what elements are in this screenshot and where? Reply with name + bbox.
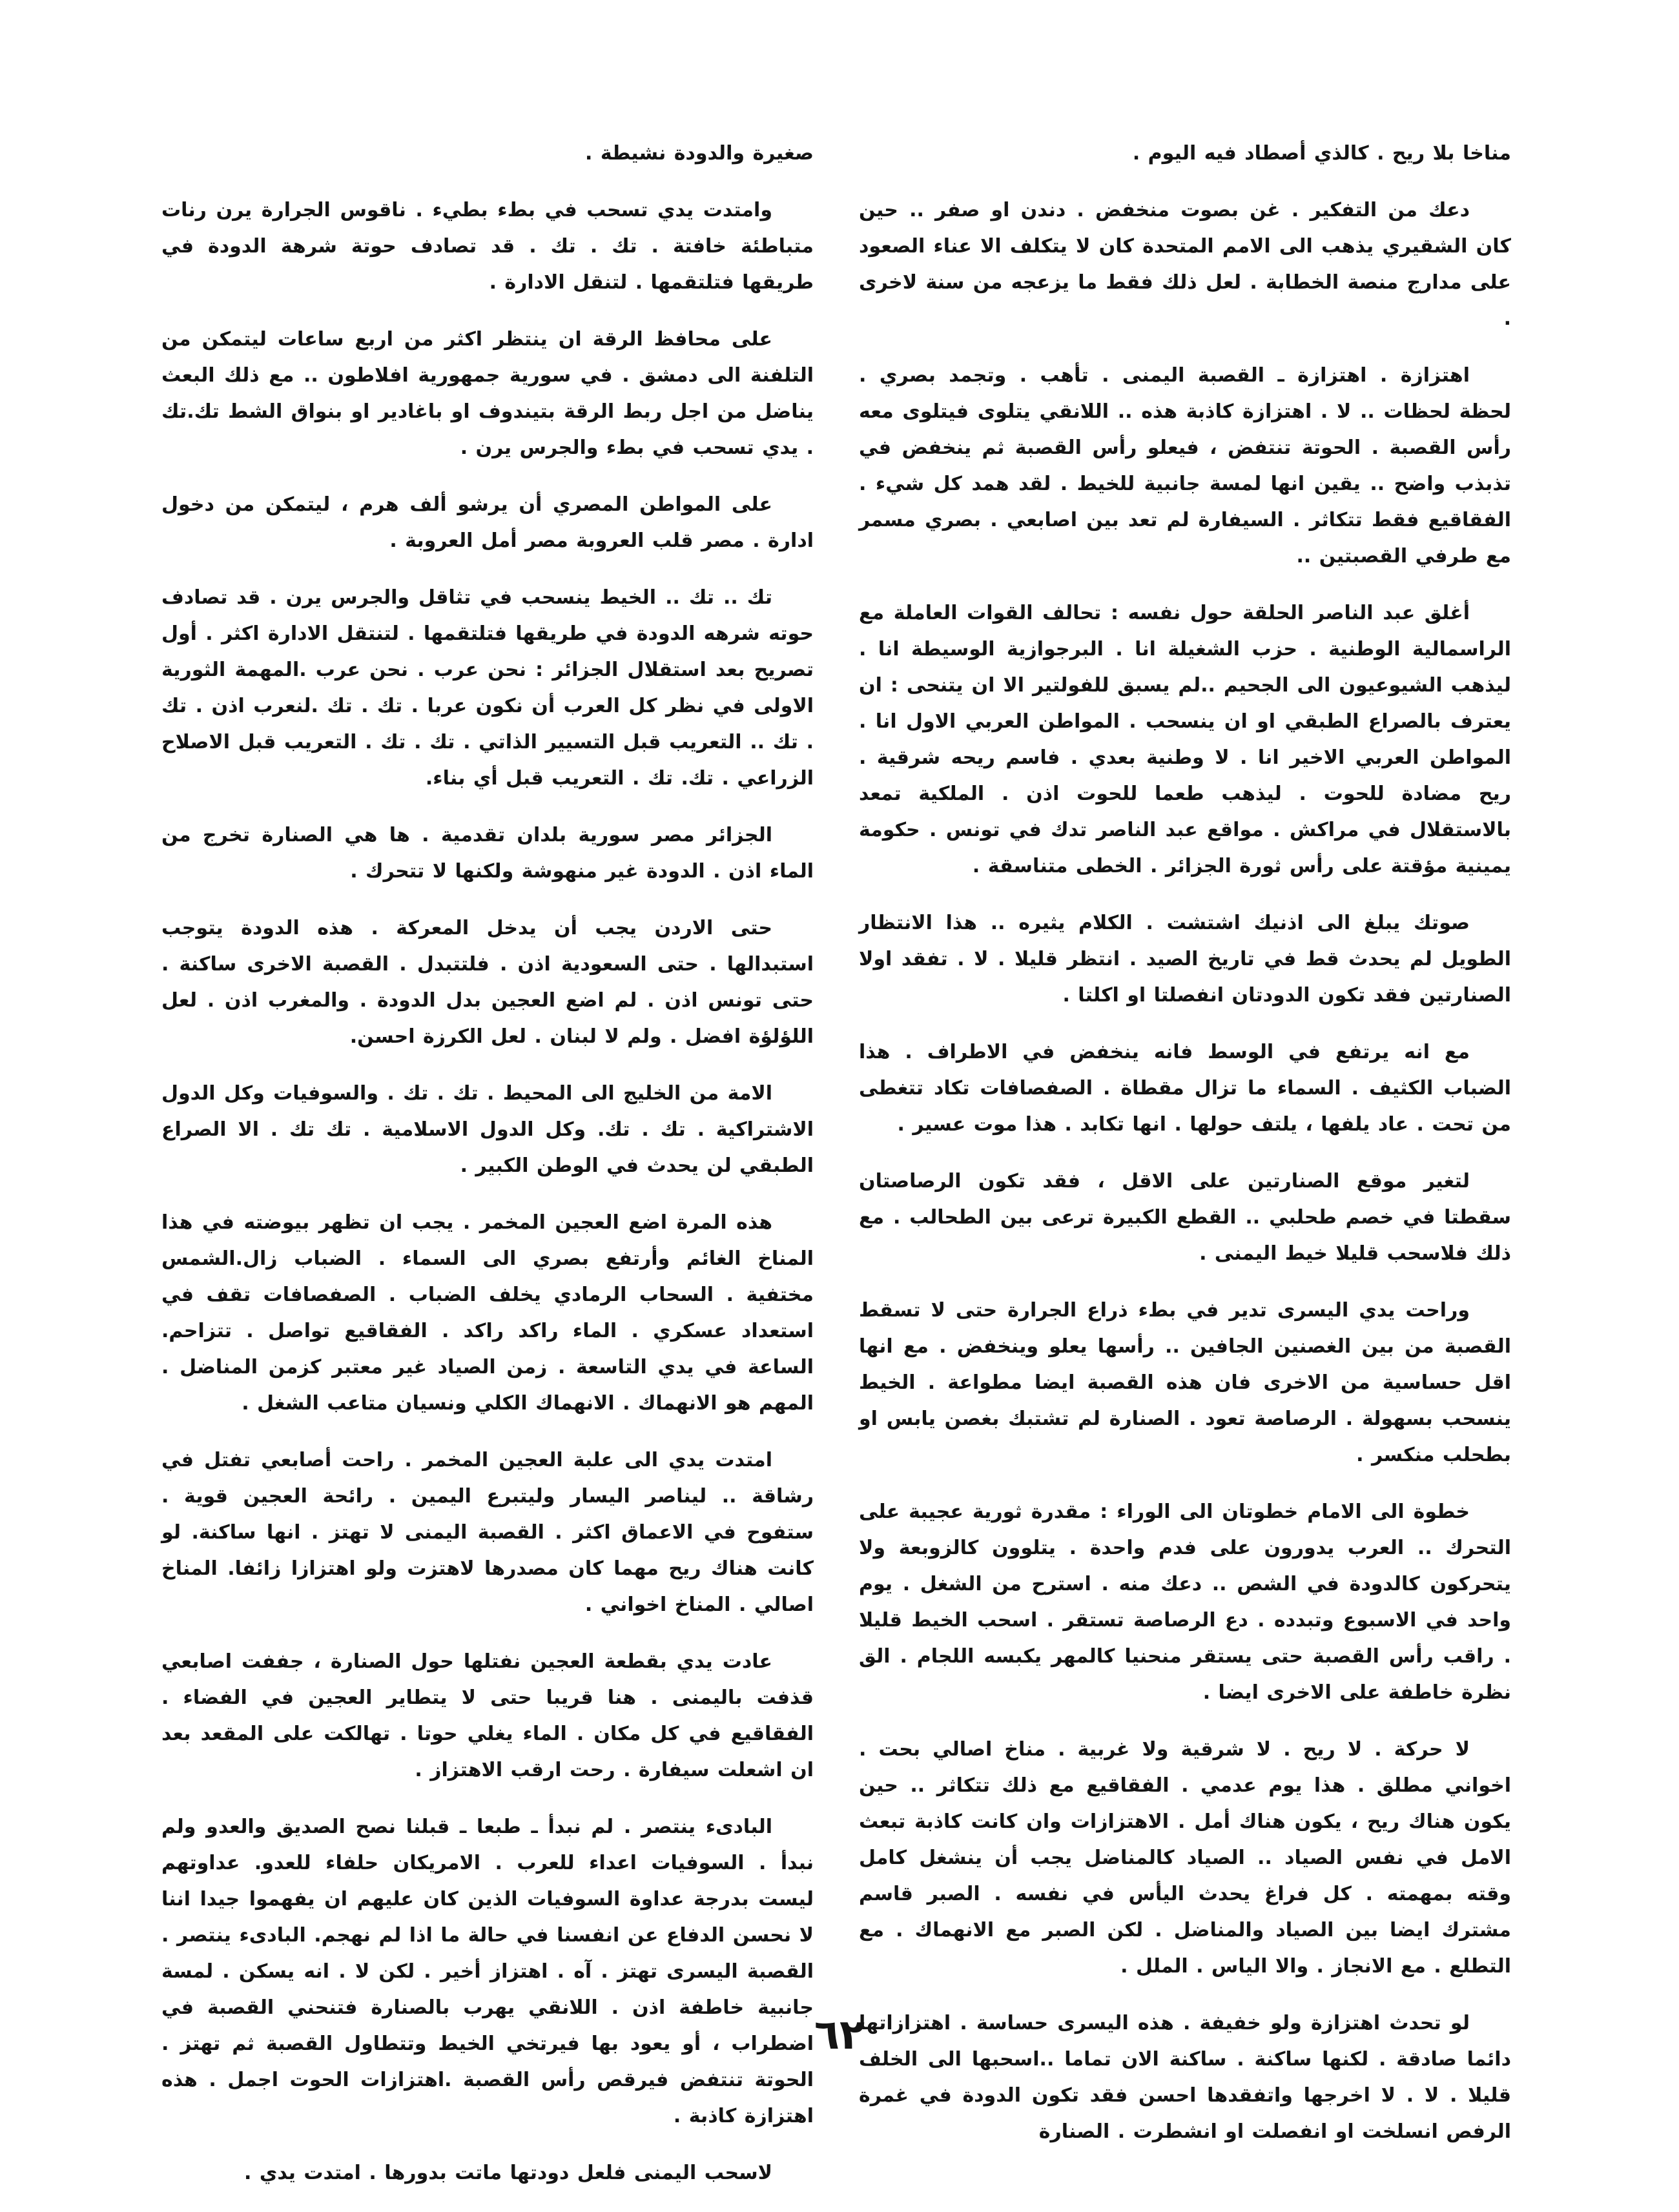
paragraph: تك .. تك .. الخيط ينسحب في تثاقل والجرس يرن . قد تصادف حوته شرهه الدودة في طريقها فتلتقمها . لتنتقل الادارة اكثر . أول تصريح بعد استقلال الجزائر : نحن عرب . نحن عرب .المهمة الثورية الاولى في نظر كل العرب أن نكون عربا . تك . تك .لنعرب اذن . تك . تك .. التعريب قبل التسيير الذاتي . تك . تك . التعريب قبل الاصلاح الزراعي . تك. تك . التعريب قبل أي بناء. (161, 586, 814, 790)
paragraph: البادىء ينتصر . لم نبدأ ـ طبعا ـ قبلنا نصح الصديق والعدو ولم نبدأ . السوفيات اعداء للعرب . الامريكان حلفاء للعدو. عداوتهم ليست بدرجة عداوة السوفيات الذين كان عليهم ان يفهموا جيدا اننا لا نحسن الدفاع عن انفسنا في حالة ما اذا لم نهجم. البادىء ينتصر . القصبة اليسرى تهتز . آه . اهتزاز أخير . لكن لا . انه يسكن . لمسة جانبية خاطفة اذن . اللانقي يهرب بالصنارة فتنحني القصبة في اضطراب ، أو يعود بها فيرتخي الخيط وتتطاول القصبة ثم تهتز . الحوتة تنتفض فيرقص رأس القصبة .اهتزازات الحوت اجمل . هذه اهتزازة كاذبة . (161, 1816, 814, 2127)
paragraph: أغلق عبد الناصر الحلقة حول نفسه : تحالف القوات العاملة مع الراسمالية الوطنية . حزب الشغيلة انا . البرجوازية الوسيطة انا . ليذهب الشيوعيون الى الجحيم ..لم يسبق للفولتير الا ان يتنحى : ان يعترف بالصراع الطبقي او ان ينسحب . المواطن العربي الاول انا . المواطن العربي الاخير انا . لا وطنية بعدي . فاسم ريحه شرقية . ريح مضادة للحوت . ليذهب طعما للحوت اذن . الملكية تمعد بالاستقلال في مراكش . مواقع عبد الناصر تدك في تونس . حكومة يمينية مؤقتة على رأس ثورة الجزائر . الخطى متناسقة . (859, 602, 1511, 877)
paragraph: هذه المرة اضع العجين المخمر . يجب ان تظهر بيوضته في هذا المناخ الغائم وأرتفع بصري الى السماء . الضباب زال.الشمس مختفية . السحاب الرمادي يخلف الضباب . الصفصافات تقف في استعداد عسكري . الماء راكد راكد . الفقاقيع تواصل . تتزاحم. الساعة في يدي التاسعة . زمن الصياد غير معتبر كزمن المناضل . المهم هو الانهماك . الانهماك الكلي ونسيان متاعب الشغل . (161, 1211, 814, 1415)
paragraph: مع انه يرتفع في الوسط فانه ينخفض في الاطراف . هذا الضباب الكثيف . السماء ما تزال مقطاة . الصفصافات تكاد تتغطى من تحت . عاد يلفها ، يلتف حولها . انها تكابد . هذا موت عسير . (859, 1041, 1511, 1136)
paragraph: صوتك يبلغ الى اذنيك اشتشت . الكلام يثيره .. هذا الانتظار الطويل لم يحدث قط في تاريخ الصيد . انتظر قليلا . لا . تفقد اولا الصنارتين فقد تكون الدودتان انفصلتا او اكلتا . (859, 912, 1511, 1007)
paragraph: لا حركة . لا ريح . لا شرقية ولا غربية . مناخ اصالي بحت . اخواني مطلق . هذا يوم عدمي . الفقاقيع مع ذلك تتكاثر .. حين يكون هناك ريح ، يكون هناك أمل . الاهتزازات وان كانت كاذبة تبعث الامل في نفس الصياد .. الصياد كالمناضل يجب أن ينشغل كامل وقته بمهمته . كل فراغ يحدث اليأس في نفسه . الصبر قاسم مشترك ايضا بين الصياد والمناضل . لكن الصبر مع الانهماك . مع التطلع . مع الانجاز . والا الياس . الملل . (859, 1738, 1511, 1978)
paragraph: لتغير موقع الصنارتين على الاقل ، فقد تكون الرصاصتان سقطتا في خصم طحلبي .. القطع الكبيرة ترعى بين الطحالب . مع ذلك فلاسحب قليلا خيط اليمنى . (859, 1170, 1511, 1265)
paragraph: امتدت يدي الى علبة العجين المخمر . راحت أصابعي تفتل في رشاقة .. ليناصر اليسار وليتبرع اليمين . رائحة العجين قوية . ستفوح في الاعماق اكثر . القصبة اليمنى لا تهتز . انها ساكنة. لو كانت هناك ريح مهما كان مصدرها لاهتزت ولو اهتزازا زائفا. المناخ اصالي . المناخ اخواني . (161, 1449, 814, 1616)
paragraph: الجزائر مصر سورية بلدان تقدمية . ها هي الصنارة تخرج من الماء اذن . الدودة غير منهوشة ولكنها لا تتحرك . (161, 824, 814, 883)
paragraph: خطوة الى الامام خطوتان الى الوراء : مقدرة ثورية عجيبة على التحرك .. العرب يدورون على فدم واحدة . يتلوون كالزوبعة ولا يتحركون كالدودة في الشص .. دعك منه . استرح من الشغل . يوم واحد في الاسبوع وتبدده . دع الرصاصة تستقر . اسحب الخيط قليلا . راقب رأس القصبة حتى يستقر منحنيا كالمهر يكبسه اللجام . الق نظرة خاطفة على الاخرى ايضا . (859, 1500, 1511, 1704)
page-number: ٦٢ (814, 2011, 865, 2059)
paragraph: مناخا بلا ريح . كالذي أصطاد فيه اليوم . (1132, 142, 1511, 165)
paragraph: حتى الاردن يجب أن يدخل المعركة . هذه الدودة يتوجب استبدالها . حتى السعودية اذن . فلتتبدل . القصبة الاخرى ساكنة . حتى تونس اذن . لم اضع العجين بدل الدودة . والمغرب اذن . لعل اللؤلؤة افضل . ولم لا لبنان . لعل الكرزة احسن. (161, 917, 814, 1048)
paragraph: على محافظ الرقة ان ينتظر اكثر من اربع ساعات ليتمكن من التلفنة الى دمشق . في سورية جمهورية افلاطون .. مع ذلك البعث يناضل من اجل ربط الرقة بتيندوف او باغادير او بنواق الشط تك.تك . يدي تسحب في بطء والجرس يرن . (161, 328, 814, 459)
paragraph: وراحت يدي اليسرى تدير في بطء ذراع الجرارة حتى لا تسقط القصبة من بين الغصنين الجافين .. رأسها يعلو وينخفض . مع انها اقل حساسية من الاخرى فان هذه القصبة ايضا مطواعة . الخيط ينسحب بسهولة . الرصاصة تعود . الصنارة لم تشتبك بغصن يابس او بطحلب منكسر . (859, 1299, 1511, 1466)
paragraph: لو تحدث اهتزازة ولو خفيفة . هذه اليسرى حساسة . اهتزازاتها دائما صادقة . لكنها ساكنة . ساكنة الان تماما ..اسحبها الى الخلف قليلا . لا . لا اخرجها واتفقدها احسن فقد تكون الدودة في غمرة الرفص انسلخت او انفصلت او انشطرت . الصنارة (859, 2012, 1511, 2143)
paragraph: لاسحب اليمنى فلعل دودتها ماتت بدورها . امتدت يدي . (244, 2162, 772, 2184)
paragraph: دعك من التفكير . غن بصوت منخفض . دندن او صفر .. حين كان الشقيري يذهب الى الامم المتحدة كان لا يتكلف الا عناء الصعود على مدارج منصة الخطابة . لعل ذلك فقط ما يزعجه من سنة لاخرى . (859, 199, 1511, 330)
paragraph: الامة من الخليج الى المحيط . تك . تك . والسوفيات وكل الدول الاشتراكية . تك . تك. وكل الدول الاسلامية . تك تك . الا الصراع الطبقي لن يحدث في الوطن الكبير . (161, 1082, 814, 1177)
paragraph: عادت يدي بقطعة العجين نفتلها حول الصنارة ، جففت اصابعي قذفت باليمنى . هنا قريبا حتى لا يتطاير العجين في الفضاء . الفقاقيع في كل مكان . الماء يغلي حوتا . تهالكت على المقعد بعد ان اشعلت سيفارة . رحت ارقب الاهتزاز . (161, 1650, 814, 1781)
right-text-column (859, 136, 1511, 2171)
paragraph: اهتزازة . اهتزازة ـ القصبة اليمنى . تأهب . وتجمد بصري . لحظة لحظات .. لا . اهتزازة كاذبة هذه .. اللانقي يتلوى فيتلوى معه رأس القصبة . الحوتة تنتفض ، فيعلو رأس القصبة ثم ينخفض في تذبذب واضح .. يقين انها لمسة جانبية للخيط . لقد همد كل شيء . الفقاقيع فقط تتكاثر . السيفارة لم تعد بين اصابعي . بصري مسمر مع طرفي القصبتين .. (859, 364, 1511, 568)
left-text-column (161, 136, 814, 2212)
paragraph: وامتدت يدي تسحب في بطء بطيء . ناقوس الجرارة يرن رنات متباطئة خافتة . تك . تك . قد تصادف حوتة شرهة الدودة في طريقها فتلتقمها . لتنقل الادارة . (161, 199, 814, 294)
paragraph: على المواطن المصري أن يرشو ألف هرم ، ليتمكن من دخول ادارة . مصر قلب العروبة مصر أمل العروبة . (161, 493, 814, 552)
paragraph: صغيرة والدودة نشيطة . (584, 142, 814, 165)
